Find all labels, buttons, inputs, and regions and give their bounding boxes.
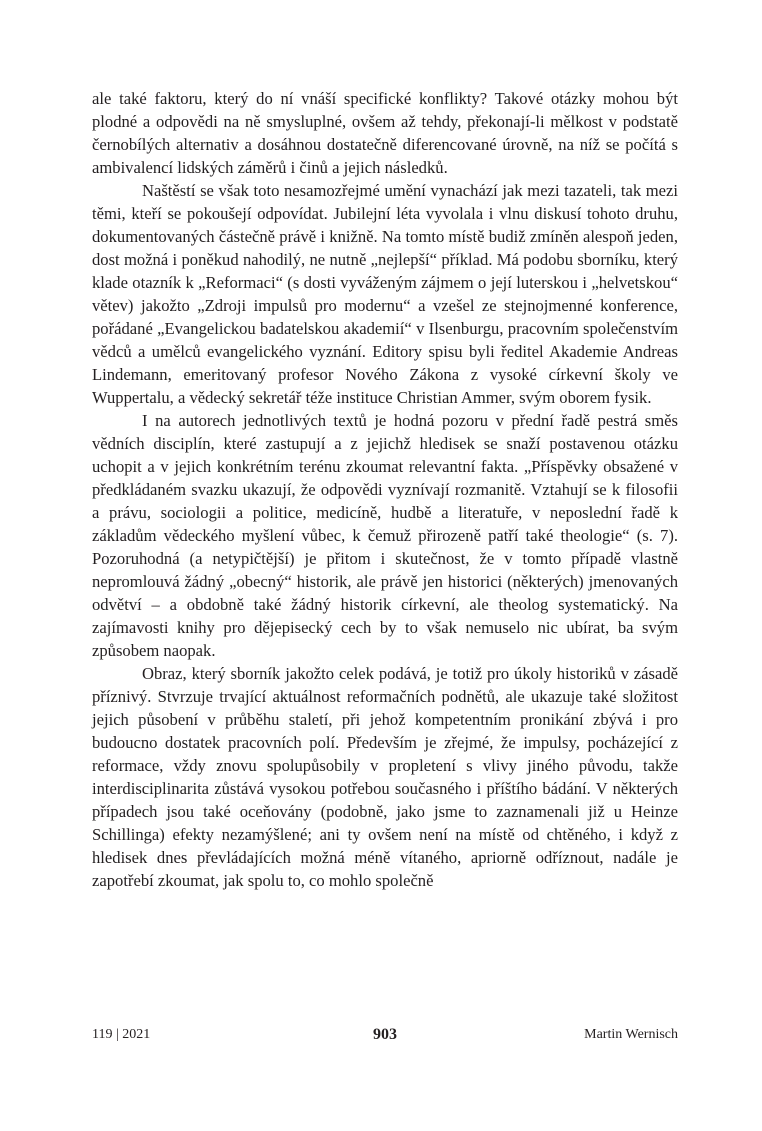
paragraph: I na autorech jednotlivých textů je hodná pozoru v přední řadě pestrá směs vědních disciplín, které zastupují a z jejichž hledisek se snaží postavenou otázku uchopit a v jejich konkrétním terénu zkoumat relevantní fakta. „Příspěvky obsažené v předkládaném svazku ukazují, že odpovědi vyznívají rozmanitě. Vztahují se k filosofii a právu, sociologii a politice, medicíně, hudbě a literatuře, v neposlední řadě k základům vědeckého myšlení vůbec, k čemuž přirozeně patří také theologie“ (s. 7). Pozoruhodná (a netypičtější) je přitom i skutečnost, že v tomto případě vlastně nepromlouvá žádný „obecný“ historik, ale právě jen historici (některých) jmenovaných odvětví – a obdobně také žádný historik církevní, ale theolog systematický. Na zajímavosti knihy pro dějepisecký cech by to však nemuselo nic ubírat, ba svým způsobem naopak. [92, 411, 678, 660]
page-footer [92, 1027, 678, 1051]
paragraph-continuation: ale také faktoru, který do ní vnáší specifické konflikty? Takové otázky mohou být plodné a odpovědi na ně smysluplné, ovšem až tehdy, překonají-li mělkost v podstatě černobílých alternativ a dosáhnou dostatečně diferencované úrovně, na níž se počítá s ambivalencí lidských záměrů i činů a jejich následků. [92, 89, 678, 177]
body-text [92, 87, 678, 892]
paragraph: Naštěstí se však toto nesamozřejmé umění vynachází jak mezi tazateli, tak mezi těmi, kteří se pokoušejí odpovídat. Jubilejní léta vyvolala i vlnu diskusí tohoto druhu, dokumentovaných částečně právě i knižně. Na tomto místě budiž zmíněn alespoň jeden, dost možná i poněkud nahodilý, ne nutně „nejlepší“ příklad. Má podobu sborníku, který klade otazník k „Reformaci“ (s dosti vyváženým zájmem o její luterskou i „helvetskou“ větev) jakožto „Zdroji impulsů pro modernu“ a vzešel ze stejnojmenné konference, pořádané „Evangelickou badatelskou akademií“ v Ilsenburgu, pracovním společenstvím vědců a umělců evangelického vyznání. Editory spisu byli ředitel Akademie Andreas Lindemann, emeritovaný profesor Nového Zákona z vysoké církevní školy ve Wuppertalu, a vědecký sekretář téže instituce Christian Ammer, svým oborem fysik. [92, 181, 678, 407]
author-name: Martin Wernisch [584, 1027, 678, 1042]
page-number: 903 [373, 1026, 397, 1043]
paragraph: Obraz, který sborník jakožto celek podává, je totiž pro úkoly historiků v zásadě příznivý. Stvrzuje trvající aktuálnost reformačních podnětů, ale ukazuje také složitost jejich působení v průběhu staletí, při jehož kompetentním pronikání zbývá i pro budoucno dostatek pracovních polí. Především je zřejmé, že impulsy, pocházející z reformace, vždy znovu spolupůsobily v propletení s vlivy jiného původu, takže interdisciplinarita zůstává vysokou potřebou současného i příštího bádání. V některých případech jsou také oceňovány (podobně, jako jsme to zaznamenali již u Heinze Schillinga) efekty nezamýšlené; ani ty ovšem není na místě od chtěného, i když z hledisek dnes převládajících možná méně vítaného, apriorně odříznout, nadále je zapotřebí zkoumat, jak spolu to, co mohlo společně [92, 664, 678, 890]
issue-label: 119 | 2021 [92, 1027, 151, 1042]
